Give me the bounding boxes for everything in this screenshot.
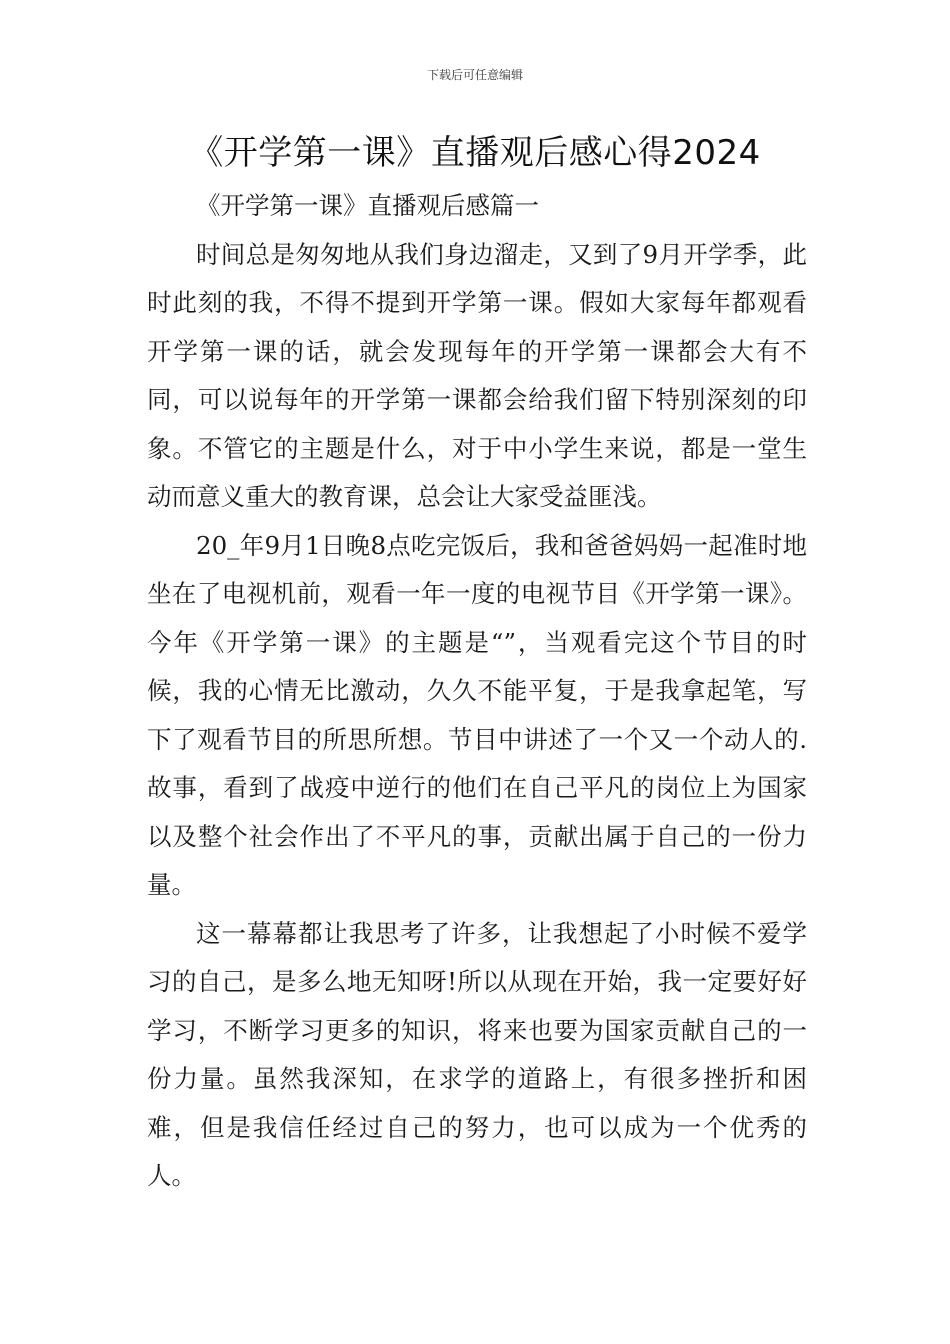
section-subtitle: 《开学第一课》直播观后感篇一 <box>196 191 539 220</box>
header-note: 下载后可任意编辑 <box>426 68 523 82</box>
body-paragraph-1: 时间总是匆匆地从我们身边溜走，又到了9月开学季，此时此刻的我，不得不提到开学第一课。假如大家每年都观看开学第一课的话，就会发现每年的开学第一课都会大有不同，可以说每年的开学第一课都会给我们留下特别深刻的印象。不管它的主题是什么，对于中小学生来说，都是一堂生动而意义重大的教育课，总会让大家受益匪浅。 <box>147 239 807 511</box>
document-body <box>147 182 807 1201</box>
document-title: 《开学第一课》直播观后感心得2024 <box>189 133 761 173</box>
body-paragraph-2: 20_年9月1日晚8点吃完饭后，我和爸爸妈妈一起准时地坐在了电视机前，观看一年一度的电视节目《开学第一课》。今年《开学第一课》的主题是“”，当观看完这个节目的时候，我的心情无比激动，久久不能平复，于是我拿起笔，写下了观看节目的所思所想。节目中讲述了一个又一个动人的.故事，看到了战疫中逆行的他们在自己平凡的岗位上为国家以及整个社会作出了不平凡的事，贡献出属于自己的一份力量。 <box>147 530 807 899</box>
body-paragraph-3: 这一幕幕都让我思考了许多，让我想起了小时候不爱学习的自己，是多么地无知呀!所以从现在开始，我一定要好好学习，不断学习更多的知识，将来也要为国家贡献自己的一份力量。虽然我深知，在求学的道路上，有很多挫折和困难，但是我信任经过自己的努力，也可以成为一个优秀的人。 <box>147 918 807 1190</box>
